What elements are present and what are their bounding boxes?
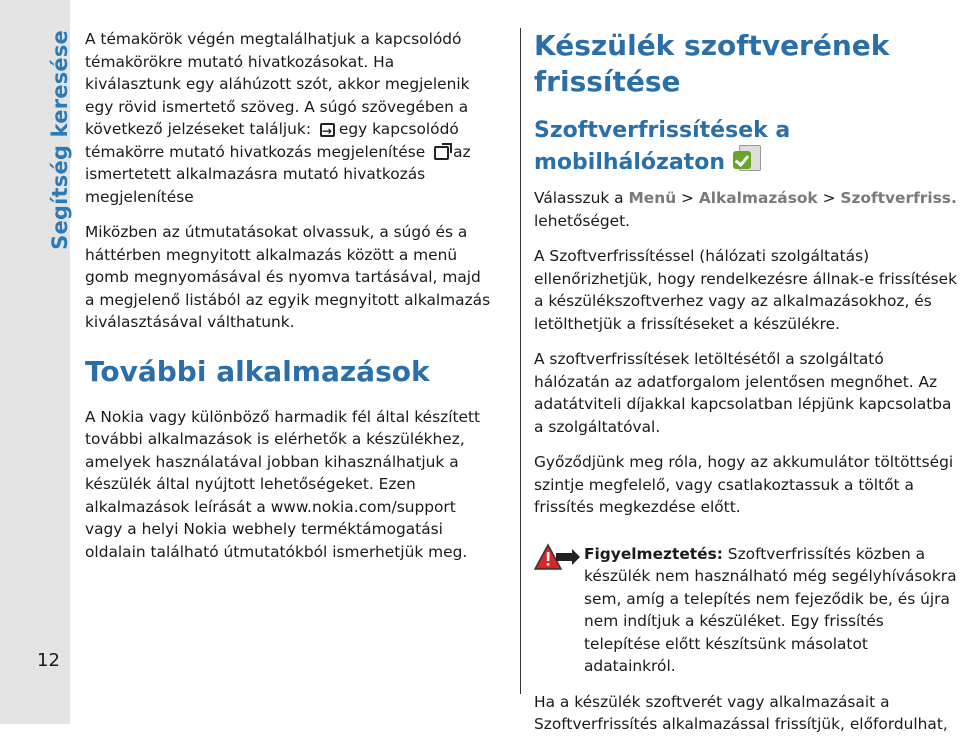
warning-block xyxy=(534,543,958,678)
menu-path-menu: Menü xyxy=(628,189,677,207)
paragraph-additional-apps: A Nokia vagy különböző harmadik fél által készített további alkalmazások is elérhetők a készülékhez, amelyek használatával jobban kihasználhatjuk a készülék által nyújtott lehetőségeket. Ezen alkalmazások leírását a www.nokia.com/support vagy a helyi Nokia webhely terméktámogatási oldalain található útmutatókból ismerhetjük meg. xyxy=(85,407,481,561)
paragraph-menu-path: Válasszuk a Menü > Alkalmazások > Szoftverfriss. lehetőséget. xyxy=(534,189,957,230)
paragraph-closing: Ha a készülék szoftverét vagy alkalmazásait a Szoftverfrissítés alkalmazással frissítjük, előfordulhat, xyxy=(534,692,948,733)
column-divider xyxy=(520,28,521,694)
link-arrow-icon xyxy=(320,123,335,137)
paragraph-topics: A témakörök végén megtalálhatjuk a kapcsolódó témakörökre mutató hivatkozásokat. Ha kiválasztunk egy aláhúzott szót, akkor megjelenik egy rövid ismertető szöveg. A súgó szövegében a következő jelzéseket találjuk: → egy kapcsolódó témakörre mutató hivatkozás megjelenítése az ismertetett alkalmazásra mutató hivatkozás megjelenítése xyxy=(85,28,495,208)
left-column xyxy=(85,28,495,576)
right-column xyxy=(534,28,958,749)
warning-icon xyxy=(534,543,580,573)
paragraph-update-desc: A Szoftverfrissítéssel (hálózati szolgáltatás) ellenőrizhetjük, hogy rendelkezésre állnak-e frissítések a készülékszoftverhez vagy az alkalmazásokhoz, és letölthetjük a frissítéseket a készülékre. xyxy=(534,247,957,333)
subheading-ota-update: Szoftverfrissítések a mobilhálózaton xyxy=(534,118,791,175)
section-title: Segítség keresése xyxy=(48,30,72,250)
menu-path-apps: Alkalmazások xyxy=(698,189,818,207)
page-number: 12 xyxy=(37,650,60,671)
heading-additional-apps: További alkalmazások xyxy=(85,354,430,388)
paragraph-data-charges: A szoftverfrissítések letöltésétől a szolgáltató hálózatán az adatforgalom jelentősen megnőhet. Az adatátviteli díjakkal kapcsolatban lépjünk kapcsolatba a szolgáltatóval. xyxy=(534,350,952,436)
paragraph-switching: Miközben az útmutatásokat olvassuk, a súgó és a háttérben megnyitott alkalmazás között a menü gomb megnyomásával és nyomva tartásával, majd a megjelenő listából az egyik megnyitott alkalmazás kiválasztásával válthatunk. xyxy=(85,223,491,331)
sidebar xyxy=(0,0,70,724)
warning-text: Szoftverfrissítés közben a készülék nem használható még segélyhívásokra sem, amíg a telepítés nem fejeződik be, és újra nem indítjuk a készüléket. Egy frissítés telepítése előtt készítsünk másolatot adatainkról. xyxy=(584,544,957,675)
heading-software-update: Készülék szoftverének frissítése xyxy=(534,29,890,98)
warning-label: Figyelmeztetés: xyxy=(584,544,723,563)
menu-path-swupdate: Szoftverfriss. xyxy=(840,189,957,207)
paragraph-battery: Győződjünk meg róla, hogy az akkumulátor töltöttségi szintje megfelelő, vagy csatlakoztassuk a töltőt a frissítés megkezdése előtt. xyxy=(534,453,954,516)
software-update-icon xyxy=(733,145,763,175)
window-link-icon xyxy=(434,146,449,160)
